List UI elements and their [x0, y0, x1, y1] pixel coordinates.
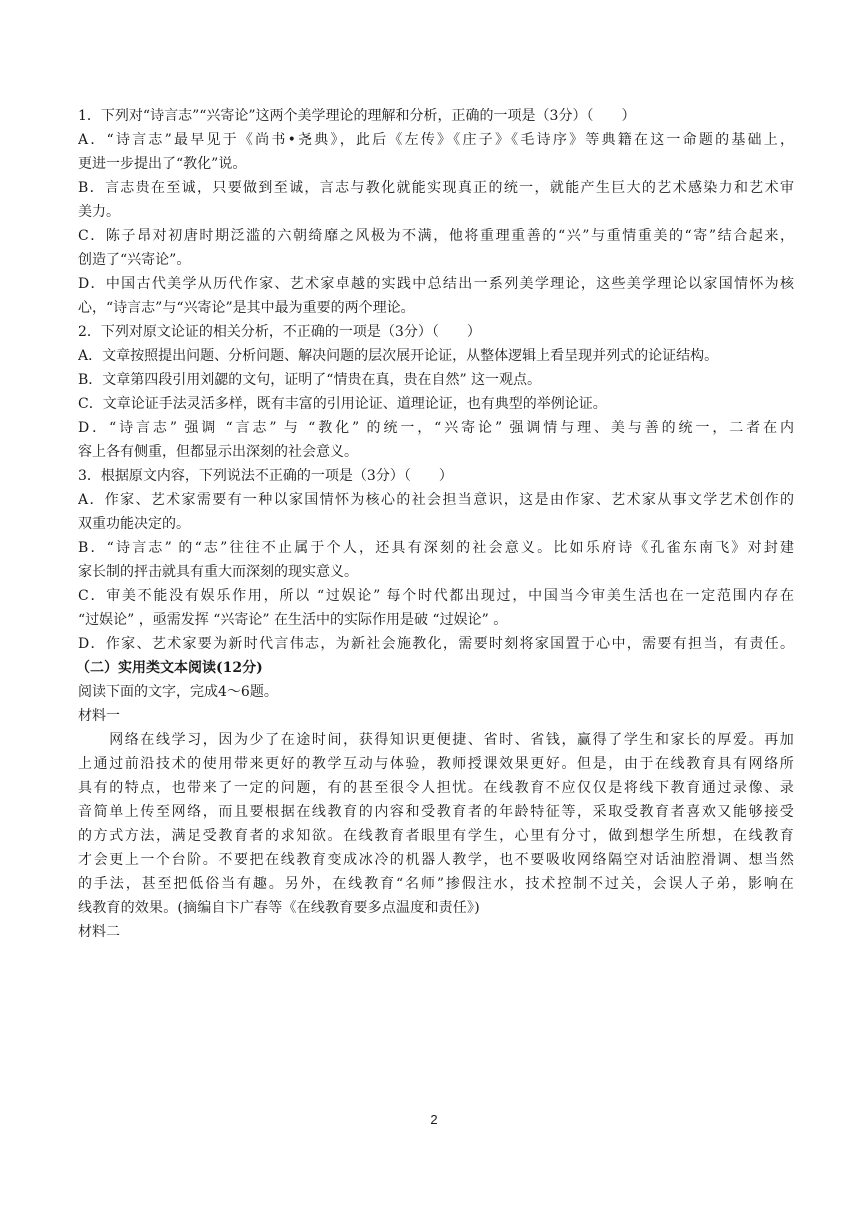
material-1-text — [78, 728, 794, 920]
question-option-line: 更进一步提出了“教化”说。 — [78, 156, 247, 172]
question-option-line: “过娱论” ，亟需发挥 “兴寄论” 在生活中的实际作用是破 “过娱论” 。 — [78, 612, 508, 628]
section-instruction: 阅读下面的文字，完成4～6题。 — [78, 684, 278, 700]
question-option-line: C．文章论证手法灵活多样，既有丰富的引用论证、道理论证，也有典型的举例论证。 — [78, 396, 607, 412]
material-1-line: 的方式方法，满足受教育者的求知欲。在线教育者眼里有学生，心里有分寸，做到想学生所想，在线教育 — [78, 828, 794, 844]
question-stem: 2．下列对原文论证的相关分析，不正确的一项是（3分）（ ） — [78, 324, 481, 340]
material-1-line: 具有的特点，也带来了一定的问题，有的甚至很令人担忧。在线教育不应仅仅是将线下教育通过录像、录 — [78, 780, 794, 796]
question-option-line: B．言志贵在至诚，只要做到至诚，言志与教化就能实现真正的统一，就能产生巨大的艺术感染力和艺术审 — [78, 180, 794, 196]
page-number: 2 — [430, 1112, 438, 1127]
question-option-line: D．中国古代美学从历代作家、艺术家卓越的实践中总结出一系列美学理论，这些美学理论以家国情怀为核 — [78, 276, 794, 292]
material-1-line: 才会更上一个台阶。不要把在线教育变成冰冷的机器人教学，也不要吸收网络隔空对话油腔滑调、想当然 — [78, 852, 794, 868]
material-1-line: 音简单上传至网络，而且要根据在线教育的内容和受教育者的年龄特征等，采取受教育者喜欢又能够接受 — [78, 804, 794, 820]
material-2-label: 材料二 — [78, 924, 120, 940]
document-page — [78, 104, 794, 944]
question-option-line: C．陈子昂对初唐时期泛滥的六朝绮靡之风极为不满，他将重理重善的“兴”与重情重美的“寄”结合起来， — [78, 228, 794, 244]
question-option-line: D．作家、艺术家要为新时代言伟志，为新社会施教化，需要时刻将家国置于心中，需要有担当，有责任。 — [78, 636, 794, 652]
material-1-line: 网络在线学习，因为少了在途时间，获得知识更便捷、省时、省钱，赢得了学生和家长的厚爱。再加 — [78, 732, 794, 748]
question-option-line: 心，“诗言志”与“兴寄论”是其中最为重要的两个理论。 — [78, 300, 415, 316]
material-1-label: 材料一 — [78, 708, 120, 724]
questions-block — [78, 104, 794, 656]
material-1-line: 上通过前沿技术的使用带来更好的教学互动与体验，教师授课效果更好。但是，由于在线教育具有网络所 — [78, 756, 794, 772]
question-option-line: 容上各有侧重，但都显示出深刻的社会意义。 — [78, 444, 358, 460]
section-title: （二）实用类文本阅读(12分) — [76, 660, 263, 676]
question-option-line: B．文章第四段引用刘勰的文句，证明了“情贵在真，贵在自然” 这一观点。 — [78, 372, 542, 388]
question-3 — [78, 464, 794, 656]
question-option-line: A．作家、艺术家需要有一种以家国情怀为核心的社会担当意识，这是由作家、艺术家从事文学艺术创作的 — [78, 492, 794, 508]
question-option-line: A．文章按照提出问题、分析问题、解决问题的层次展开论证，从整体逻辑上看呈现并列式的论证结构。 — [78, 348, 719, 364]
question-option-line: B．“诗言志” 的“志”往往不止属于个人，还具有深刻的社会意义。比如乐府诗《孔雀东南飞》对封建 — [78, 540, 794, 556]
question-2 — [78, 320, 794, 464]
question-option-line: D．“诗言志” 强调 “言志” 与 “教化” 的统一，“兴寄论” 强调情与理、美与善的统一，二者在内 — [78, 420, 794, 436]
question-option-line: 家长制的抨击就具有重大而深刻的现实意义。 — [78, 564, 358, 580]
question-option-line: 美力。 — [78, 204, 120, 220]
material-1-line: 线教育的效果。(摘编自卞广春等《在线教育要多点温度和责任》) — [78, 900, 480, 916]
question-option-line: 创造了“兴寄论”。 — [78, 252, 191, 268]
material-1-line: 的手法，甚至把低俗当有趣。另外，在线教育“名师”掺假注水，技术控制不过关，会误人子弟，影响在 — [78, 876, 794, 892]
question-stem: 1．下列对“诗言志”“兴寄论”这两个美学理论的理解和分析，正确的一项是（3分）（ ） — [78, 108, 636, 124]
question-option-line: A．“诗言志”最早见于《尚书•尧典》，此后《左传》《庄子》《毛诗序》等典籍在这一命题的基础上， — [78, 132, 794, 148]
question-1 — [78, 104, 794, 320]
question-option-line: 双重功能决定的。 — [78, 516, 190, 532]
question-stem: 3．根据原文内容，下列说法不正确的一项是（3分）（ ） — [78, 468, 453, 484]
question-option-line: C．审美不能没有娱乐作用，所以 “过娱论” 每个时代都出现过，中国当今审美生活也在一定范围内存在 — [78, 588, 794, 604]
